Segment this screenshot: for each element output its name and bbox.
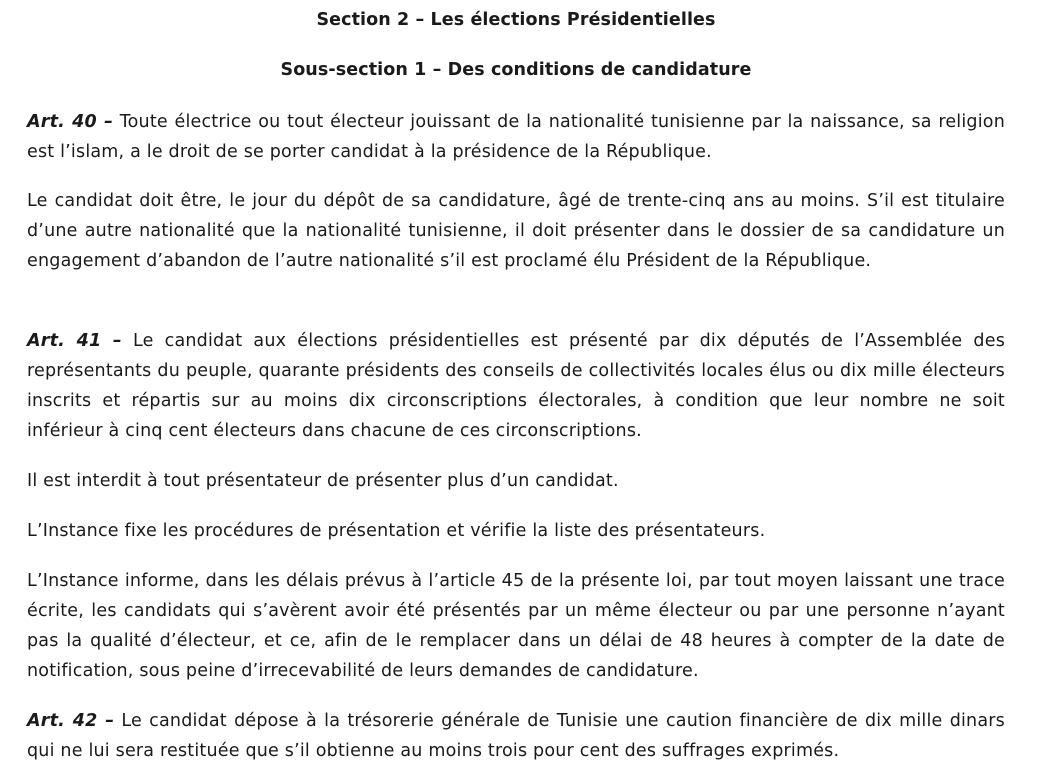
section-title: Section 2 – Les élections Présidentielles: [316, 10, 716, 30]
article-41-paragraph: [27, 326, 1005, 446]
paragraph-text: Il est interdit à tout présentateur de présenter plus d’un candidat.: [27, 471, 619, 491]
article-41-paragraph-3: [27, 516, 1005, 546]
article-42-paragraph: [27, 706, 1005, 766]
article-label: Art. 41 –: [27, 331, 122, 351]
article-40-paragraph: [27, 107, 1005, 167]
paragraph-text: Le candidat dépose à la trésorerie générale de Tunisie une caution financière de dix mille dinars qui ne lui sera restituée que s’il obtienne au moins trois pour cent des suffrages exprimés.: [27, 711, 1005, 761]
paragraph-text: L’Instance informe, dans les délais prévus à l’article 45 de la présente loi, par tout moyen laissant une trace écrite, les candidats qui s’avèrent avoir été présentés par un même électeur ou par une personne n’ayant pas la qualité d’électeur, et ce, afin de le remplacer dans un délai de 48 heures à compter de la date de notification, sous peine d’irrecevabilité de leurs demandes de candidature.: [27, 571, 1005, 681]
article-label: Art. 40 –: [27, 112, 114, 132]
paragraph-text: Le candidat aux élections présidentielles est présenté par dix députés de l’Assemblée des représentants du peuple, quarante présidents des conseils de collectivités locales élus ou dix mille électeurs inscrits et répartis sur au moins dix circonscriptions électorales, à condition que leur nombre ne soit inférieur à cinq cent électeurs dans chacune de ces circonscriptions.: [27, 331, 1006, 441]
paragraph-text: Le candidat doit être, le jour du dépôt de sa candidature, âgé de trente-cinq ans au moins. S’il est titulaire d’une autre nationalité que la nationalité tunisienne, il doit présenter dans le dossier de sa candidature un engagement d’abandon de l’autre nationalité s’il est proclamé élu Président de la République.: [27, 191, 1005, 271]
article-41-paragraph-4: [27, 566, 1005, 686]
article-41-paragraph-2: [27, 466, 1005, 496]
subsection-title: Sous-section 1 – Des conditions de candidature: [280, 60, 752, 80]
article-40-paragraph-2: [27, 186, 1005, 276]
paragraph-text: L’Instance fixe les procédures de présentation et vérifie la liste des présentateurs.: [27, 521, 766, 541]
paragraph-text: Toute électrice ou tout électeur jouissant de la nationalité tunisienne par la naissance, sa religion est l’islam, a le droit de se porter candidat à la présidence de la République.: [27, 112, 1006, 162]
article-label: Art. 42 –: [27, 711, 115, 731]
